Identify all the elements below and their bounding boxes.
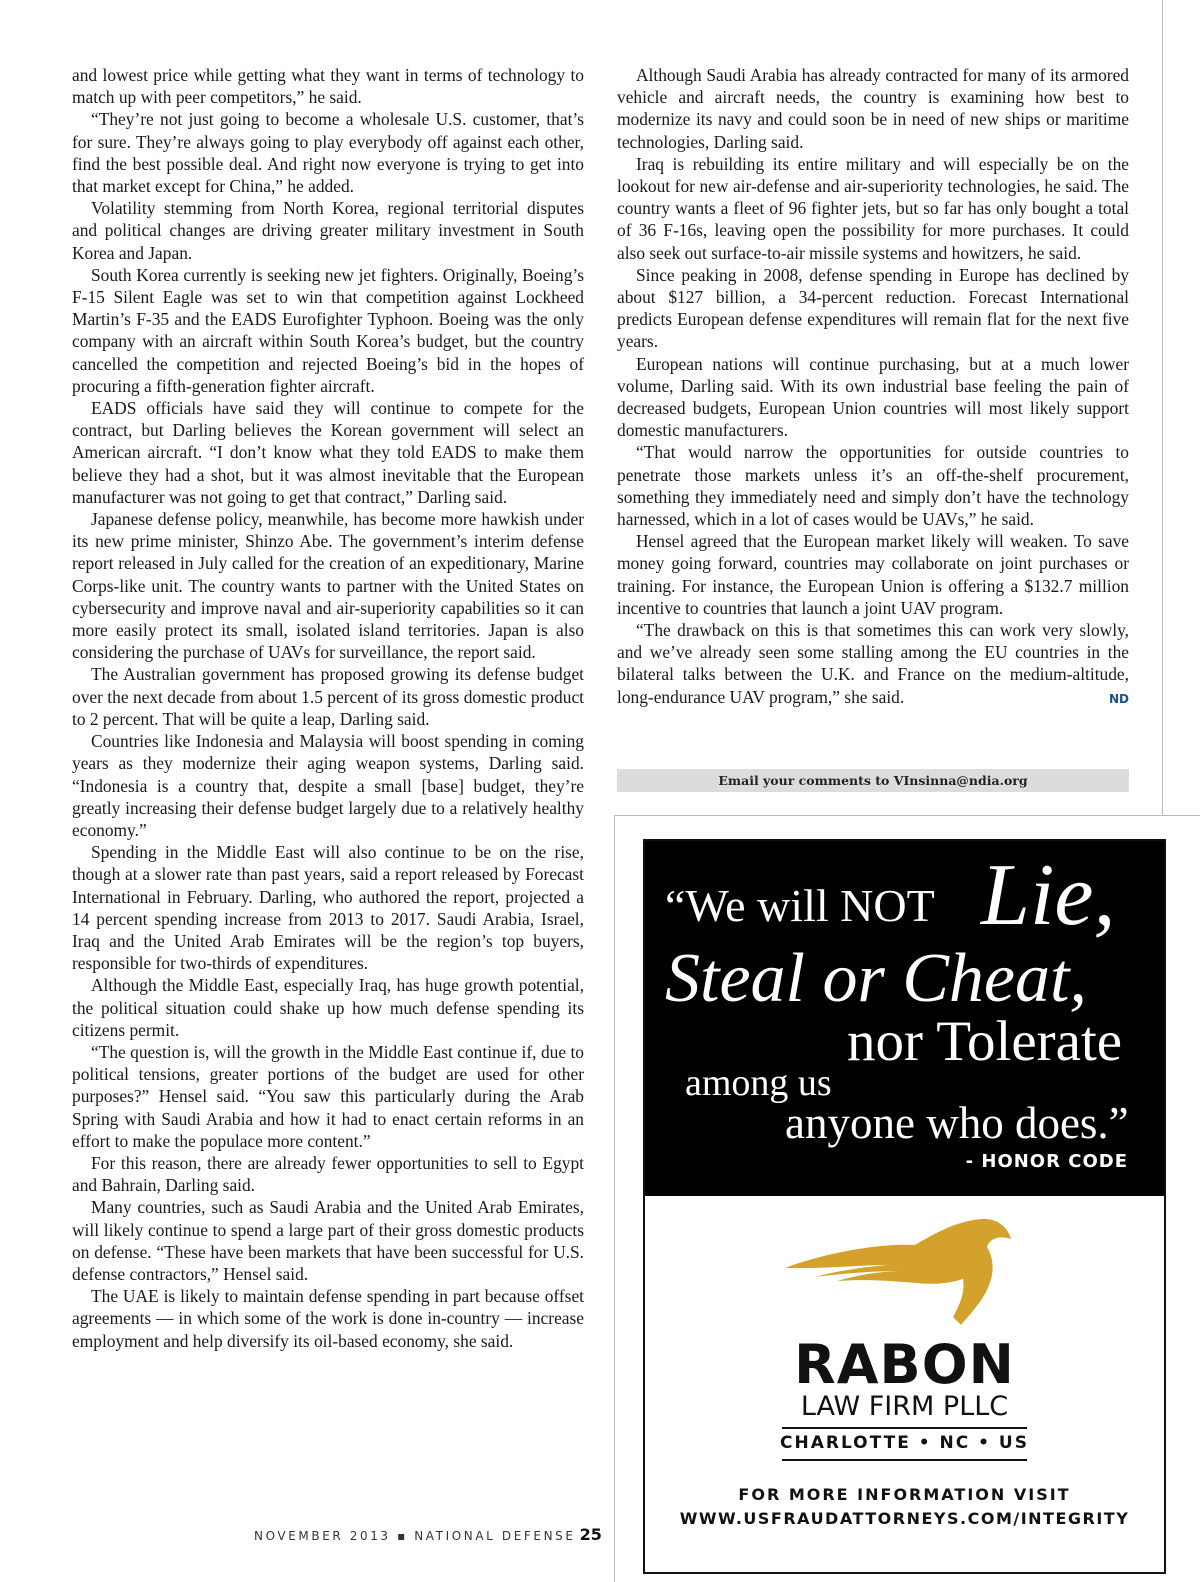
page-number: 25 <box>579 1525 602 1544</box>
quote-line-1: “We will NOT <box>665 880 935 931</box>
paragraph: and lowest price while getting what they want in terms of technology to match up with peer competitors,” he said. <box>72 65 584 108</box>
eagle-icon <box>785 1213 1025 1333</box>
firm-location: CHARLOTTE • NC • US <box>780 1433 1029 1453</box>
paragraph: Since peaking in 2008, defense spending in Europe has declined by about $127 billion, a 34-percent reduction. Forecast International predicts European defense expenditures will remain flat for the next five years. <box>617 264 1129 352</box>
paragraph: “That would narrow the opportunities for outside countries to penetrate those markets unless it’s an off-the-shelf procurement, something they immediately need and simply don’t have the technology harnessed, which in a lot of cases would be UAVs,” he said. <box>617 442 1129 530</box>
paragraph: The Australian government has proposed growing its defense budget over the next decade from about 1.5 percent of its gross domestic product to 2 percent. That will be quite a leap, Darling said. <box>72 664 584 729</box>
more-info-label: FOR MORE INFORMATION VISIT <box>738 1485 1071 1504</box>
article-column-left <box>72 64 584 1352</box>
page-rule-horizontal <box>614 815 1200 816</box>
paragraph: Hensel agreed that the European market likely will weaken. To save money going forward, countries may collaborate on joint purchases or training. For instance, the European Union is offering a $132.7 million incentive to countries that launch a joint UAV program. <box>617 531 1129 618</box>
paragraph: Although Saudi Arabia has already contracted for many of its armored vehicle and aircraft needs, the country is examining how best to modernize its navy and could soon be in need of new ships or maritime technologies, Darling said. <box>617 65 1129 152</box>
advertisement[interactable] <box>643 839 1166 1574</box>
paragraph: The UAE is likely to maintain defense spending in part because offset agreements — in which some of the work is done in-country — increase employment and help diversify its oil-based economy, she said. <box>72 1286 584 1351</box>
page-rule-vertical <box>1162 0 1163 815</box>
paragraph: Japanese defense policy, meanwhile, has become more hawkish under its new prime minister, Shinzo Abe. The government’s interim defense report released in July called for the creation of an expeditionary, Marine Corps-like unit. The country wants to partner with the United States on cybersecurity and improve naval and air-superiority capabilities so it can more easily protect its small, isolated island territories. Japan is also considering the purchase of UAVs for surveillance, the report said. <box>72 509 584 663</box>
quote-among-us: among us <box>685 1062 832 1104</box>
quote-attribution: - HONOR CODE <box>965 1151 1128 1172</box>
issue-label: NOVEMBER 2013 ▪ NATIONAL DEFENSE <box>254 1529 576 1543</box>
paragraph: European nations will continue purchasing, but at a much lower volume, Darling said. With its own industrial base feeling the pain of decreased budgets, European Union countries will most likely support domestic manufacturers. <box>617 353 1129 441</box>
firm-rule-bottom <box>782 1459 1027 1461</box>
quote-tolerate: nor Tolerate <box>847 1010 1123 1073</box>
quote-steal-cheat: Steal or Cheat, <box>665 940 1087 1017</box>
honor-code-panel <box>645 841 1164 1196</box>
ad-website-link[interactable]: WWW.USFRAUDATTORNEYS.COM/INTEGRITY <box>679 1509 1130 1528</box>
paragraph: Volatility stemming from North Korea, regional territorial disputes and political changes are driving greater military investment in South Korea and Japan. <box>72 198 584 263</box>
firm-name: RABON <box>794 1333 1015 1396</box>
paragraph: South Korea currently is seeking new jet fighters. Originally, Boeing’s F-15 Silent Eagle was set to win that competition against Lockheed Martin’s F-35 and the EADS Eurofighter Typhoon. Boeing was the only company with an aircraft within South Korea’s budget, but the country cancelled the competition and rejected Boeing’s bid in the hopes of procuring a fifth-generation fighter aircraft. <box>72 264 584 396</box>
paragraph-text: “The drawback on this is that sometimes this can work very slowly, and we’ve already seen some stalling among the EU countries in the bilateral talks between the U.K. and France on the medium-altitude, long-endurance UAV program,” she said. <box>617 620 1129 707</box>
paragraph: For this reason, there are already fewer opportunities to sell to Egypt and Bahrain, Darling said. <box>72 1152 584 1196</box>
page-footer <box>254 1525 602 1544</box>
firm-rule-top <box>782 1427 1027 1429</box>
paragraph: Iraq is rebuilding its entire military and will especially be on the lookout for new air-defense and air-superiority technologies, he said. The country wants a fleet of 96 fighter jets, but so far has only bought a total of 36 F-16s, leaving open the possibility for more purchases. It could also seek out surface-to-air missile systems and howitzers, he said. <box>617 153 1129 263</box>
paragraph: Countries like Indonesia and Malaysia will boost spending in coming years as they modernize their aging weapon systems, Darling said. “Indonesia is a country that, despite a small [base] budget, they’re greatly increasing their defense budget largely due to a relatively healthy economy.” <box>72 731 584 840</box>
paragraph: EADS officials have said they will continue to compete for the contract, but Darling believes the Korean government will select an American aircraft. “I don’t know what they told EADS to make them believe they had a shot, but it was almost inevitable that the European manufacturer was not going to get that contract,” Darling said. <box>72 398 584 507</box>
paragraph: “The question is, will the growth in the Middle East continue if, due to political tensions, greater portions of the budget are used for other purposes?” Hensel said. “You saw this particularly during the Arab Spring with Saudi Arabia and how it had to enact certain reforms in an effort to make the populace more content.” <box>72 1041 584 1151</box>
paragraph: “They’re not just going to become a wholesale U.S. customer, that’s for sure. They’re always going to play everybody off against each other, find the best possible deal. And right now everyone is trying to get into that market except for China,” he added. <box>72 109 584 197</box>
paragraph-last <box>617 619 1129 708</box>
article-column-right <box>617 64 1129 710</box>
paragraph: Spending in the Middle East will also continue to be on the rise, though at a slower rate than past years, said a report released by Forecast International in February. Darling, who authored the report, projected a 14 percent spending increase from 2013 to 2017. Saudi Arabia, Israel, Iraq and the United Arab Emirates will be the region’s top buyers, responsible for two-thirds of expenditures. <box>72 842 584 974</box>
quote-anyone: anyone who does.” <box>785 1098 1129 1148</box>
quote-lie: Lie, <box>981 847 1116 944</box>
paragraph: Although the Middle East, especially Iraq, has huge growth potential, the political situation could shake up how much defense spending its citizens permit. <box>72 975 584 1040</box>
ad-frame-rule <box>614 815 615 1582</box>
email-comments-bar[interactable]: Email your comments to VInsinna@ndia.org <box>617 769 1129 792</box>
paragraph: Many countries, such as Saudi Arabia and the United Arab Emirates, will likely continue to spend a large part of their gross domestic products on defense. “These have been markets that have been successful for U.S. defense contractors,” Hensel said. <box>72 1197 584 1284</box>
firm-subtitle: LAW FIRM PLLC <box>800 1391 1009 1422</box>
end-mark: ND <box>1108 691 1129 706</box>
